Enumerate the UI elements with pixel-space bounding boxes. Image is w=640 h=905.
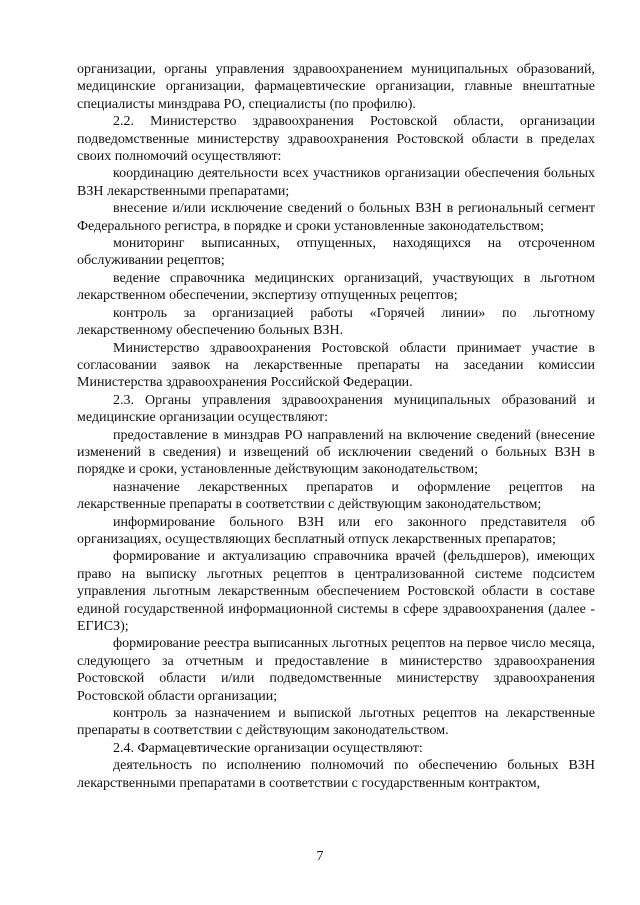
- paragraph: координацию деятельности всех участников организации обеспечения больных ВЗН лекарственными препаратами;: [77, 166, 595, 199]
- paragraph: 2.4. Фармацевтические организации осуществляют:: [113, 740, 423, 756]
- paragraph: мониторинг выписанных, отпущенных, находящихся на отсроченном обслуживании рецептов;: [77, 236, 595, 269]
- paragraph: предоставление в минздрав РО направлений на включение сведений (внесение изменений в сведения) и извещений об исключении сведений о больных ВЗН в порядке и сроки, установленные действующим законодательством;: [77, 427, 595, 478]
- paragraph: внесение и/или исключение сведений о больных ВЗН в региональный сегмент Федерального регистра, в порядке и сроки установленные законодательством;: [77, 201, 595, 234]
- paragraph: 2.2. Министерство здравоохранения Ростовской области, организации подведомственные министерству здравоохранения Ростовской области в пределах своих полномочий осуществляют:: [77, 114, 595, 165]
- paragraph: организации, органы управления здравоохранением муниципальных образований, медицинские организации, фармацевтические организации, главные внештатные специалисты минздрава РО, специалисты (по профилю).: [77, 62, 595, 112]
- paragraph: формирование и актуализацию справочника врачей (фельдшеров), имеющих право на выписку льготных рецептов в централизованной системе подсистем управления льготным лекарственным обеспечением Ростовской области в составе единой государственной информационной системы в сфере здравоохранения (далее - ЕГИСЗ);: [77, 549, 595, 634]
- paragraph: контроль за организацией работы «Горячей линии» по льготному лекарственному обеспечению больных ВЗН.: [77, 305, 595, 339]
- paragraph: назначение лекарственных препаратов и оформление рецептов на лекарственные препараты в соответствии с действующим законодательством;: [77, 479, 595, 513]
- paragraph: 2.3. Органы управления здравоохранения муниципальных образований и медицинские организации осуществляют:: [77, 392, 595, 426]
- paragraph: деятельность по исполнению полномочий по обеспечению больных ВЗН лекарственными препаратами в соответствии с государственным контрактом,: [77, 758, 595, 791]
- paragraph: формирование реестра выписанных льготных рецептов на первое число месяца, следующего за отчетным и предоставление в министерство здравоохранения Ростовской области и/или подведомственные министерству здравоохранения Ростовской области организации;: [77, 636, 595, 704]
- page-number: 7: [316, 849, 324, 864]
- document-body: [77, 61, 595, 792]
- paragraph: ведение справочника медицинских организаций, участвующих в льготном лекарственном обеспечении, экспертизу отпущенных рецептов;: [77, 270, 595, 304]
- paragraph: информирование больного ВЗН или его законного представителя об организациях, осуществляющих бесплатный отпуск лекарственных препаратов;: [77, 514, 595, 547]
- paragraph: контроль за назначением и выпиской льготных рецептов на лекарственные препараты в соответствии с действующим законодательством.: [77, 706, 595, 739]
- paragraph: Министерство здравоохранения Ростовской области принимает участие в согласовании заявок на лекарственные препараты на заседании комиссии Министерства здравоохранения Российской Федерации.: [77, 340, 595, 391]
